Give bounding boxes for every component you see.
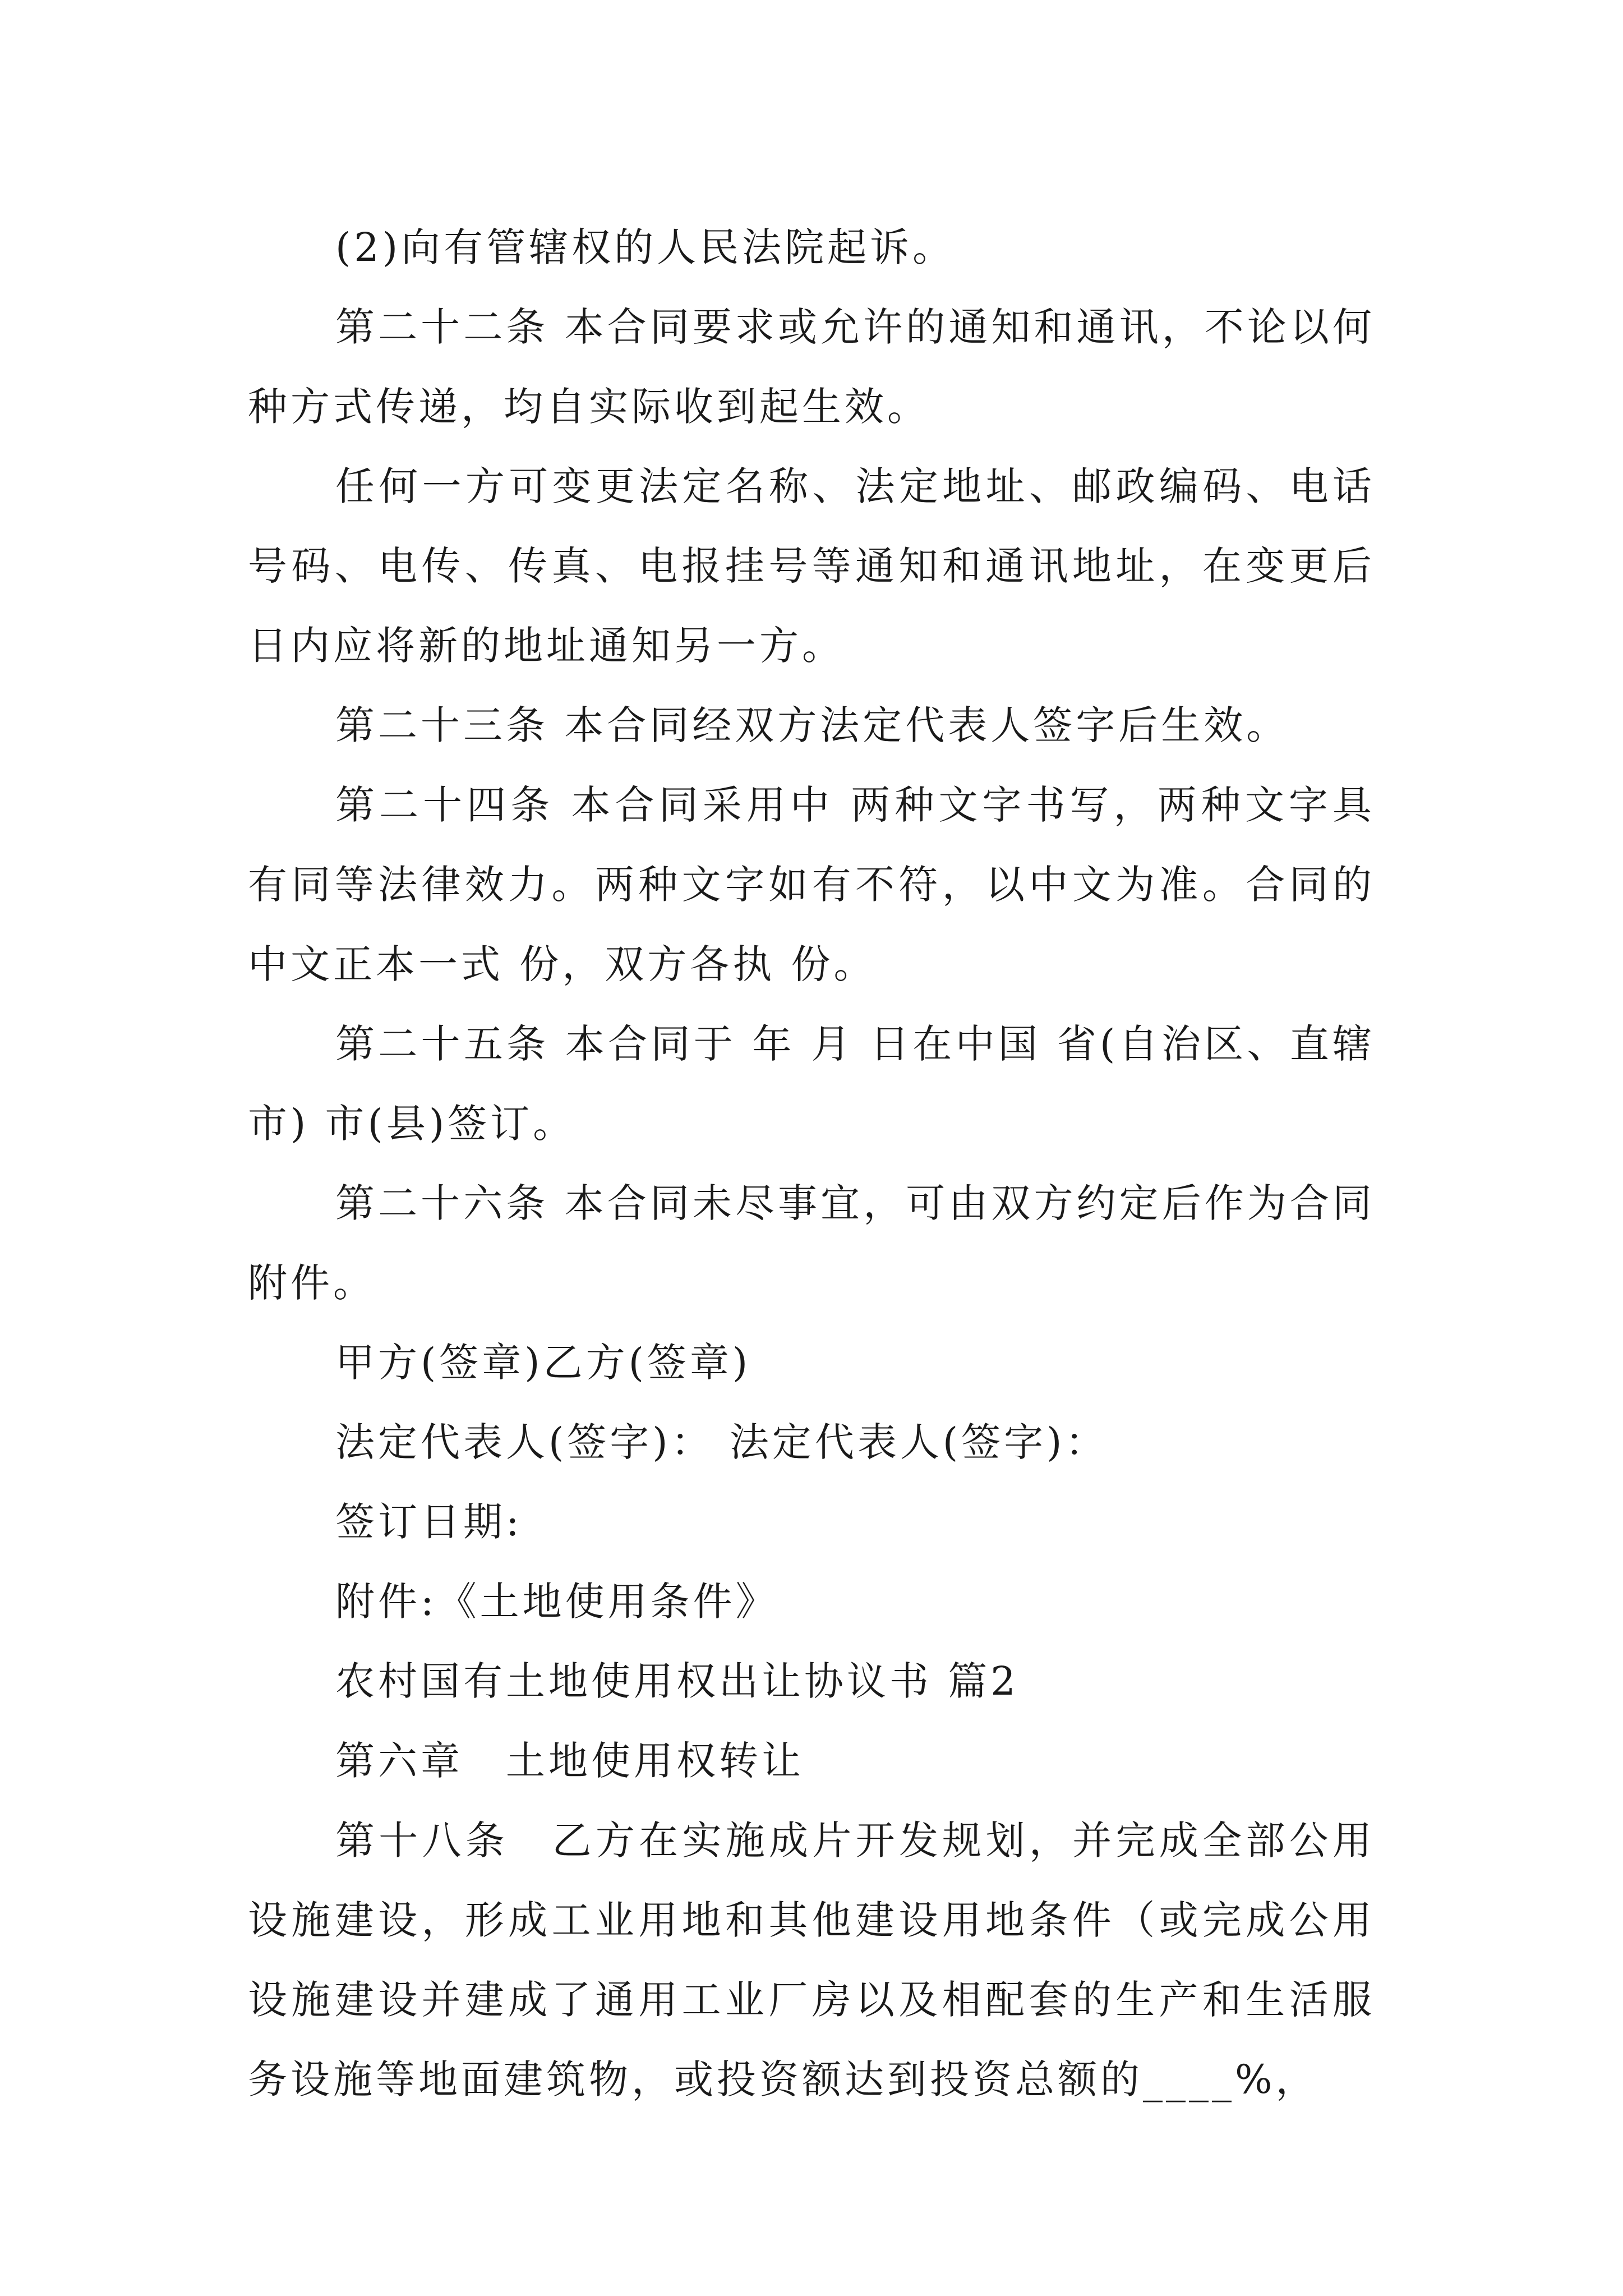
paragraph-article-22: 第二十二条 本合同要求或允许的通知和通讯，不论以何种方式传递，均自实际收到起生效。 xyxy=(248,304,1375,430)
paragraph-article-25: 第二十五条 本合同于 年 月 日在中国 省(自治区、直辖市) 市(县)签订。 xyxy=(248,1021,1375,1147)
paragraph-article-18: 第十八条 乙方在实施成片开发规划，并完成全部公用设施建设，形成工业用地和其他建设用地条件（或完成公用设施建设并建成了通用工业厂房以及相配套的生产和生活服务设施等地面建筑物，或投资额达到投资总额的____%， xyxy=(248,1818,1375,2102)
attachment-line: 附件:《土地使用条件》 xyxy=(335,1579,778,1625)
section-title: 农村国有土地使用权出让协议书 篇2 xyxy=(335,1658,1019,1704)
paragraph-article-23: 第二十三条 本合同经双方法定代表人签字后生效。 xyxy=(335,702,1289,748)
chapter-heading: 第六章 土地使用权转让 xyxy=(335,1738,804,1784)
paragraph-lawsuit: (2)向有管辖权的人民法院起诉。 xyxy=(335,224,956,270)
signature-parties: 甲方(签章)乙方(签章) xyxy=(335,1340,751,1386)
paragraph-address-change: 任何一方可变更法定名称、法定地址、邮政编码、电话号码、电传、传真、电报挂号等通知和通讯地址，在变更后日内应将新的地址通知另一方。 xyxy=(248,463,1375,669)
document-body xyxy=(248,208,1375,2119)
signature-representatives: 法定代表人(签字)： 法定代表人(签字)： xyxy=(335,1419,1108,1465)
paragraph-article-26: 第二十六条 本合同未尽事宜，可由双方约定后作为合同附件。 xyxy=(248,1180,1375,1306)
signing-date: 签订日期: xyxy=(335,1499,523,1545)
paragraph-article-24: 第二十四条 本合同采用中 两种文字书写，两种文字具有同等法律效力。两种文字如有不符，以中文为准。合同的中文正本一式 份，双方各执 份。 xyxy=(248,782,1375,987)
